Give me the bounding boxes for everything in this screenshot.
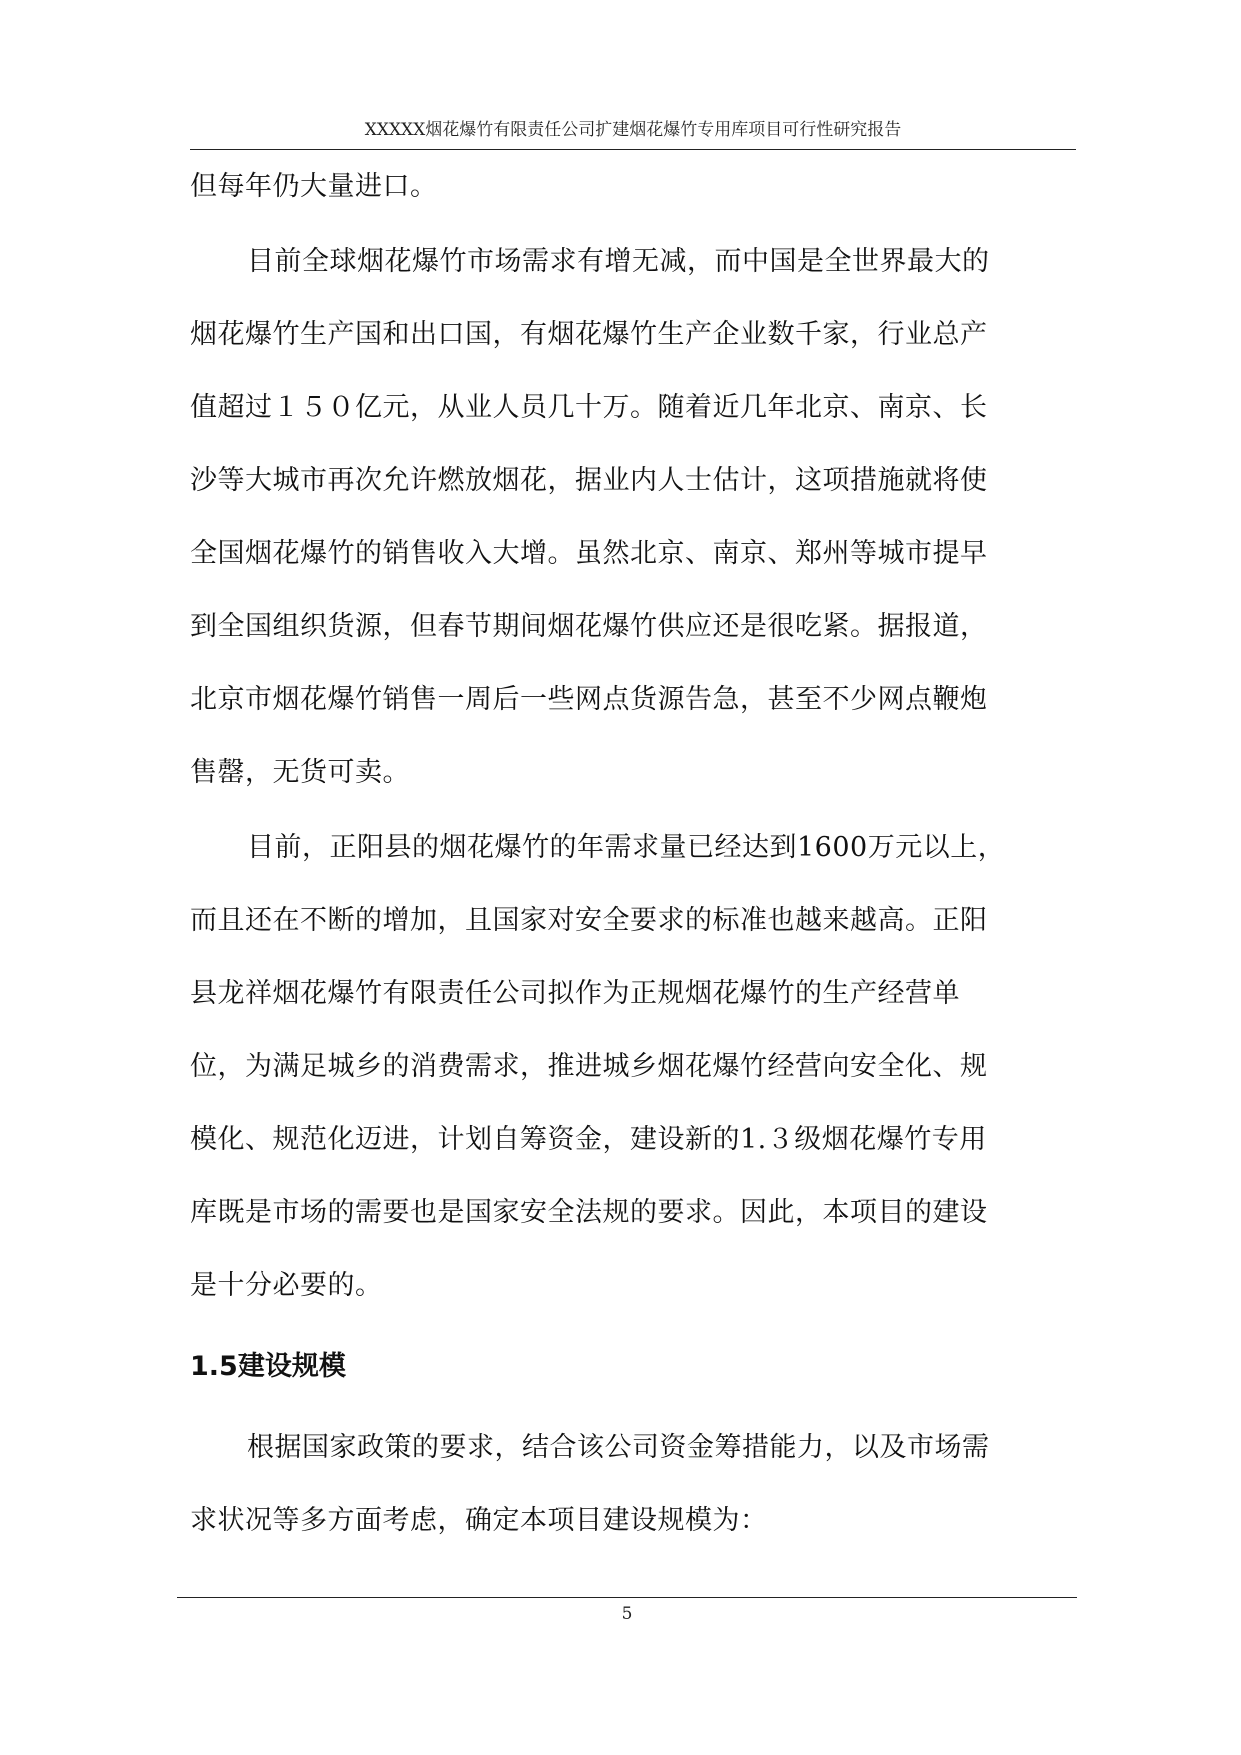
page-footer — [177, 1597, 1077, 1624]
paragraph-local-demand — [190, 811, 1076, 1322]
text-line: 目前，正阳县的烟花爆竹的年需求量已经达到1600万元以上， — [247, 832, 1006, 863]
text-line: 烟花爆竹生产国和出口国，有烟花爆竹生产企业数千家，行业总产 — [190, 319, 988, 350]
section-heading: 1.5建设规模 — [190, 1351, 346, 1382]
text-line: 库既是市场的需要也是国家安全法规的要求。因此，本项目的建设 — [190, 1197, 988, 1228]
text-line: 而且还在不断的增加，且国家对安全要求的标准也越来越高。正阳 — [190, 905, 988, 936]
page-number: 5 — [621, 1604, 633, 1624]
report-title: XXXXX烟花爆竹有限责任公司扩建烟花爆竹专用库项目可行性研究报告 — [364, 120, 902, 140]
text-line: 模化、规范化迈进，计划自筹资金，建设新的1.３级烟花爆竹专用 — [190, 1124, 987, 1155]
text-line: 到全国组织货源，但春节期间烟花爆竹供应还是很吃紧。据报道， — [190, 611, 988, 642]
text-line: 位，为满足城乡的消费需求，推进城乡烟花爆竹经营向安全化、规 — [190, 1051, 988, 1082]
text-line: 目前全球烟花爆竹市场需求有增无减，而中国是全世界最大的 — [247, 246, 990, 277]
page-header — [190, 115, 1076, 150]
text-line: 北京市烟花爆竹销售一周后一些网点货源告急，甚至不少网点鞭炮 — [190, 684, 988, 715]
paragraph-continuation — [190, 150, 1076, 223]
text-line: 求状况等多方面考虑，确定本项目建设规模为： — [190, 1505, 768, 1536]
text-line: 县龙祥烟花爆竹有限责任公司拟作为正规烟花爆竹的生产经营单 — [190, 978, 960, 1009]
text-line: 全国烟花爆竹的销售收入大增。虽然北京、南京、郑州等城市提早 — [190, 538, 988, 569]
text-line: 根据国家政策的要求，结合该公司资金筹措能力，以及市场需 — [247, 1432, 990, 1463]
paragraph-market-demand — [190, 225, 1076, 809]
text-line: 是十分必要的。 — [190, 1270, 383, 1301]
paragraph-construction-scale — [190, 1411, 1076, 1557]
page-body — [190, 150, 1076, 1557]
text-line: 沙等大城市再次允许燃放烟花，据业内人士估计，这项措施就将使 — [190, 465, 988, 496]
text-line: 值超过１５０亿元，从业人员几十万。随着近几年北京、南京、长 — [190, 392, 988, 423]
text-line: 售罄，无货可卖。 — [190, 757, 410, 788]
text-line: 但每年仍大量进口。 — [190, 171, 438, 202]
